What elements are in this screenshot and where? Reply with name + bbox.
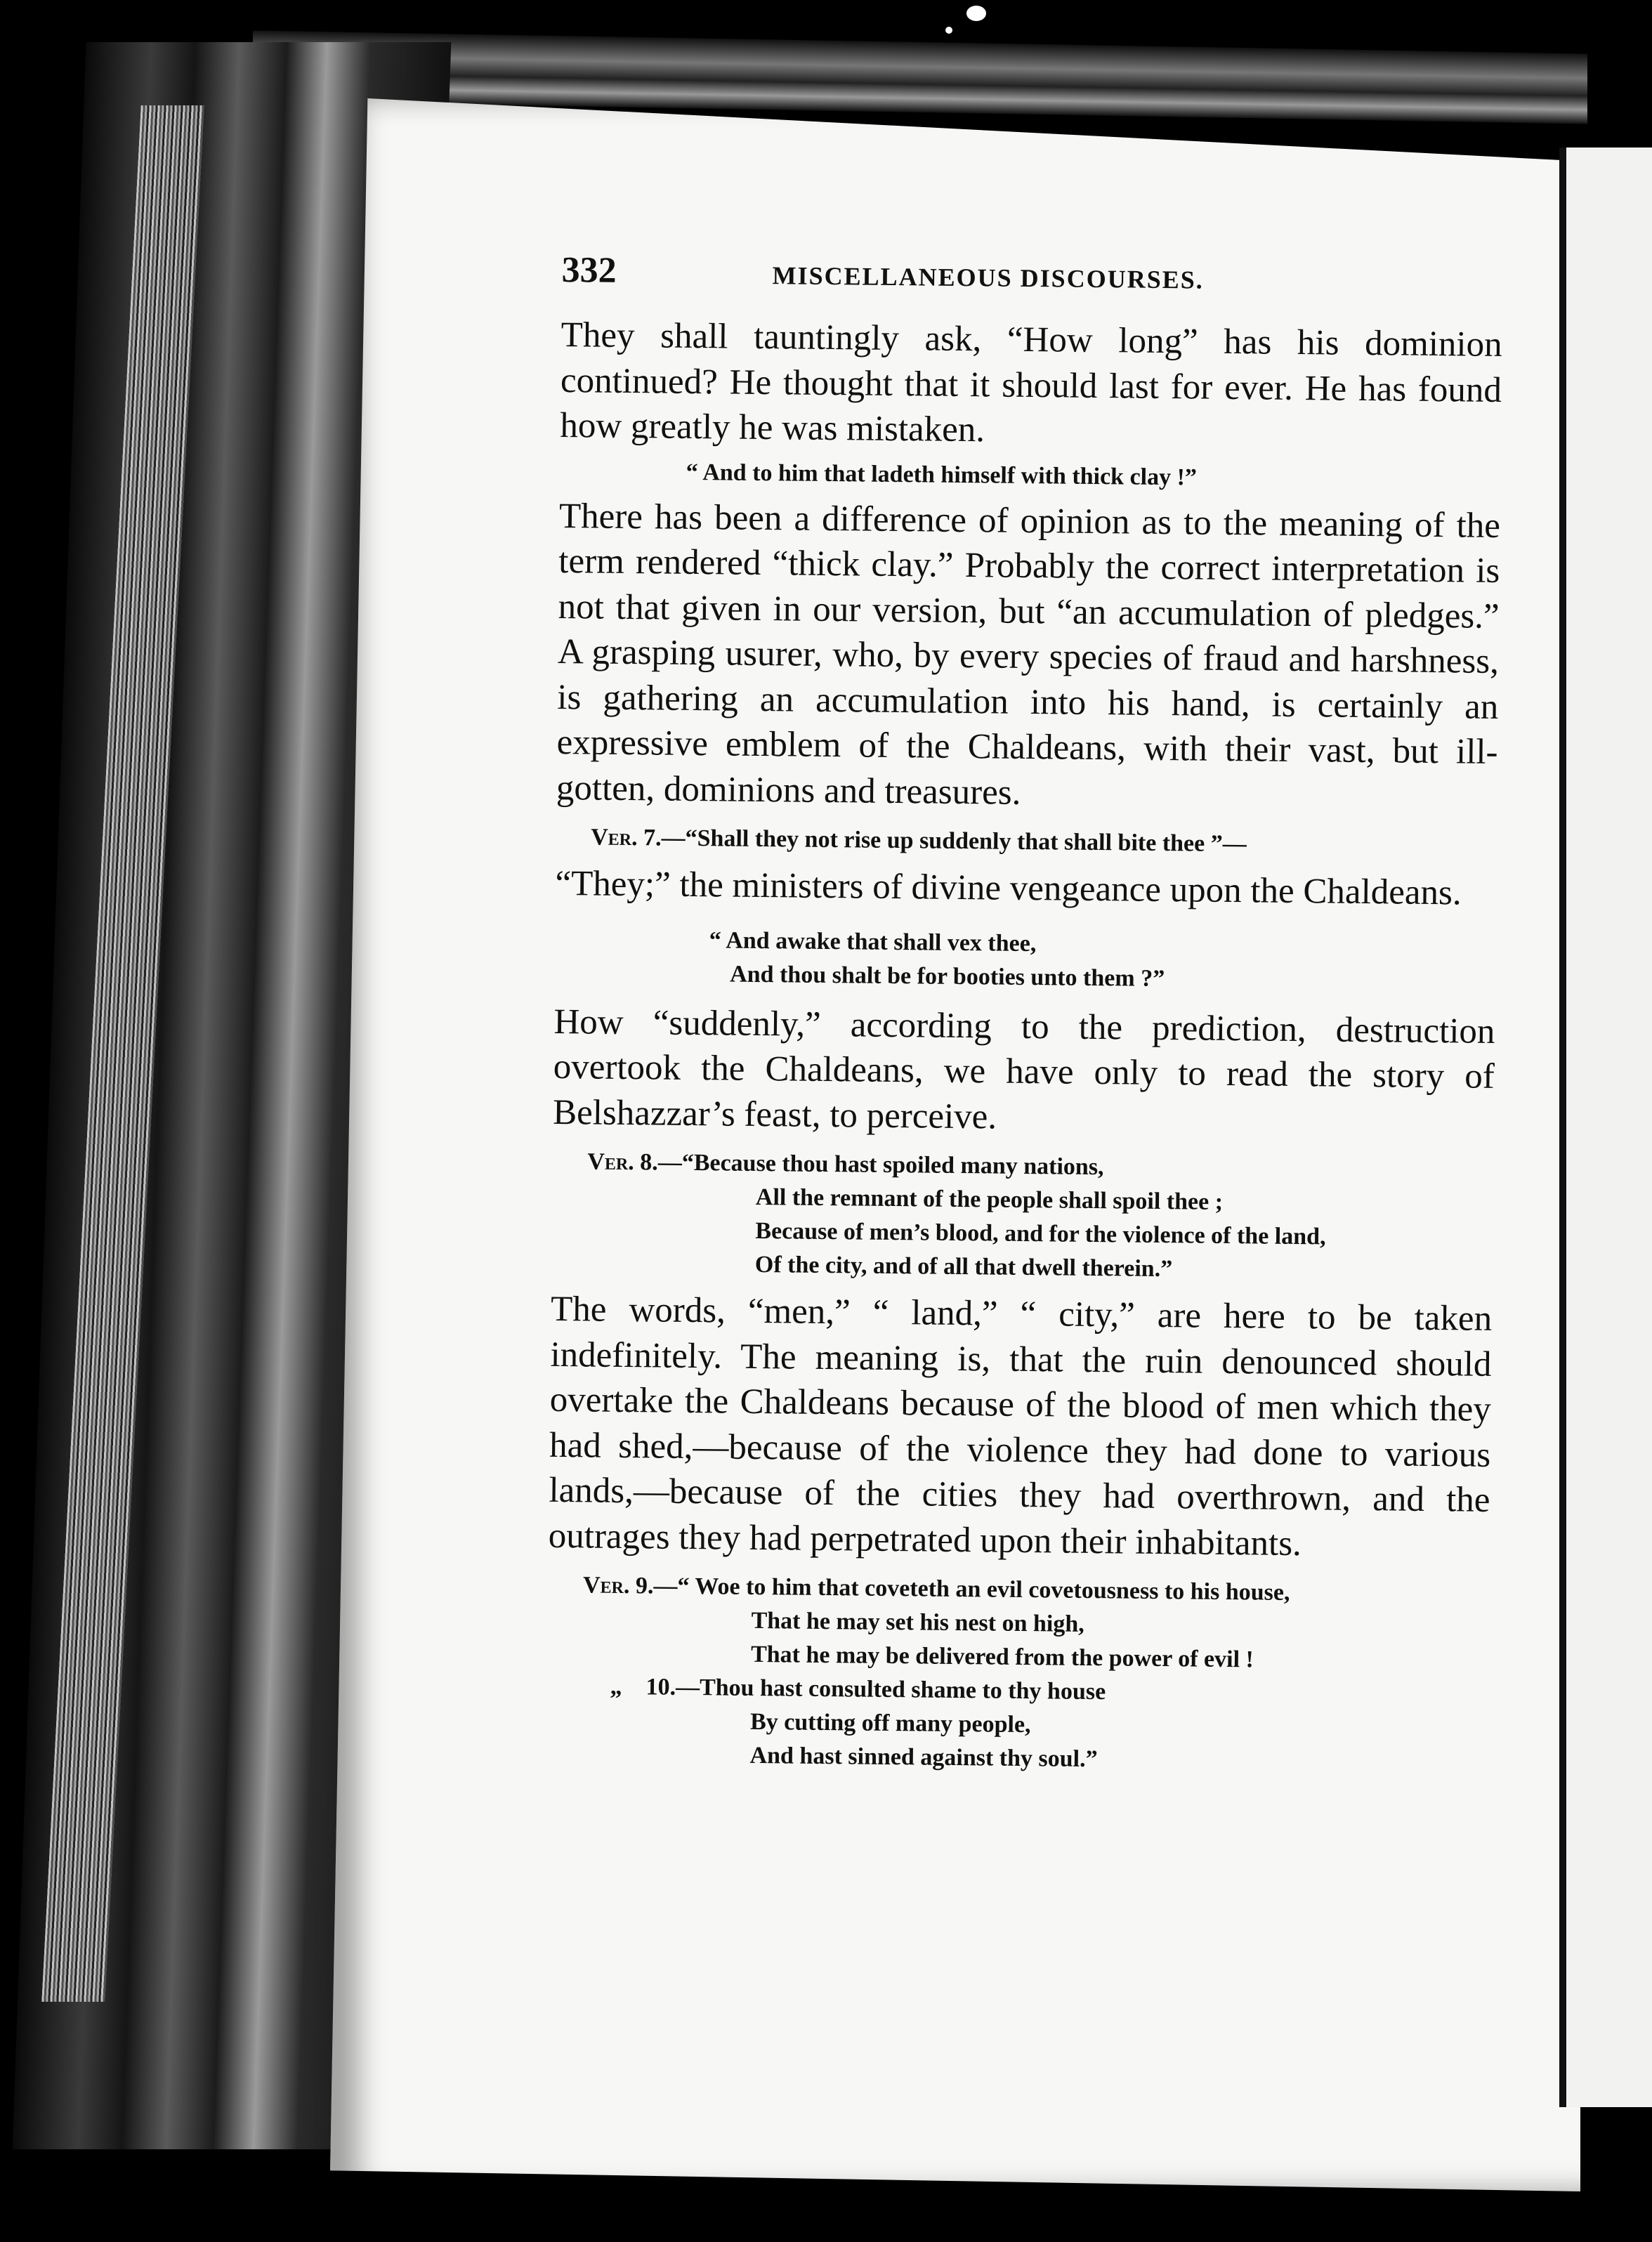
- verse-text: —“Shall they not rise up suddenly that shall bite thee ”—: [661, 825, 1247, 858]
- verse-label: Ver. 7.: [591, 824, 662, 851]
- verse-line: “ And awake that shall vex thee,: [709, 926, 1037, 957]
- paragraph: They shall tauntingly ask, “How long” has his dominion continued? He thought that it should last for ever. He has found how greatly he was mistaken.: [560, 315, 1502, 450]
- verse-8: [551, 1145, 1494, 1290]
- running-head: MISCELLANEOUS DISCOURSES.: [772, 261, 1204, 294]
- paragraph: The words, “men,” “ land,” “ city,” are here to be taken indefinitely. The meaning is, that the ruin denounced should overtake the Chaldeans because of the blood of men which they had shed,—because of the violence they had done to various lands,—because of the cities they had overthrown, and the outrages they had perpetrated upon their inhabitants.: [548, 1289, 1493, 1563]
- scan-smudge: [945, 27, 952, 34]
- page-text: [546, 249, 1503, 1788]
- verse-line: By cutting off many people,: [749, 1708, 1031, 1738]
- paragraph: How “suddenly,” according to the prediction, destruction overtook the Chaldeans, we have only to read the story of Belshazzar’s feast, to perceive.: [552, 1002, 1495, 1137]
- verse-line: Because of men’s blood, and for the violence of the land,: [755, 1217, 1326, 1250]
- verse-line: All the remnant of the people shall spoil thee ;: [755, 1184, 1224, 1215]
- scan-smudge: [966, 6, 986, 21]
- verse-line: That he may be delivered from the power of evil !: [750, 1641, 1254, 1673]
- verse-line: —“Because thou hast spoiled many nations,: [657, 1149, 1104, 1181]
- paragraph: There has been a difference of opinion as to the meaning of the term rendered “thick clay.” Probably the correct interpretation is not that given in our version, but “an accumulation of pledges.” A grasping usurer, who, by every species of fraud and harshness, is gathering an accumulation into his hand, is certainly an expressive emblem of the Chaldeans, with their vast, but ill-gotten, dominions and treasures.: [556, 496, 1501, 813]
- verse-label: Ver. 9.: [582, 1572, 654, 1599]
- verse-9-10: [546, 1568, 1489, 1781]
- scripture-quote: “ And to him that ladeth himself with thick clay !”: [686, 459, 1198, 490]
- facing-page-edge: [1559, 148, 1652, 2107]
- verse-line: And hast sinned against thy soul.”: [749, 1742, 1098, 1773]
- paragraph: “They;” the ministers of divine vengeance upon the Chaldeans.: [555, 863, 1462, 913]
- verse-7: [556, 820, 1497, 864]
- verse-label: Ver. 8.: [587, 1148, 658, 1176]
- verse-line: 10.—Thou hast consulted shame to thy house: [645, 1674, 1106, 1705]
- verse-line: Of the city, and of all that dwell therein.”: [754, 1251, 1173, 1283]
- page-number: 332: [561, 249, 617, 291]
- verse-7-poem: [554, 922, 1496, 999]
- page-header: [561, 249, 1503, 322]
- verse-line: And thou shalt be for booties unto them ?”: [730, 961, 1165, 992]
- ditto-mark: „: [610, 1673, 622, 1700]
- verse-line: That he may set his nest on high,: [751, 1607, 1084, 1637]
- verse-line: —“ Woe to him that coveteth an evil covetousness to his house,: [653, 1573, 1290, 1606]
